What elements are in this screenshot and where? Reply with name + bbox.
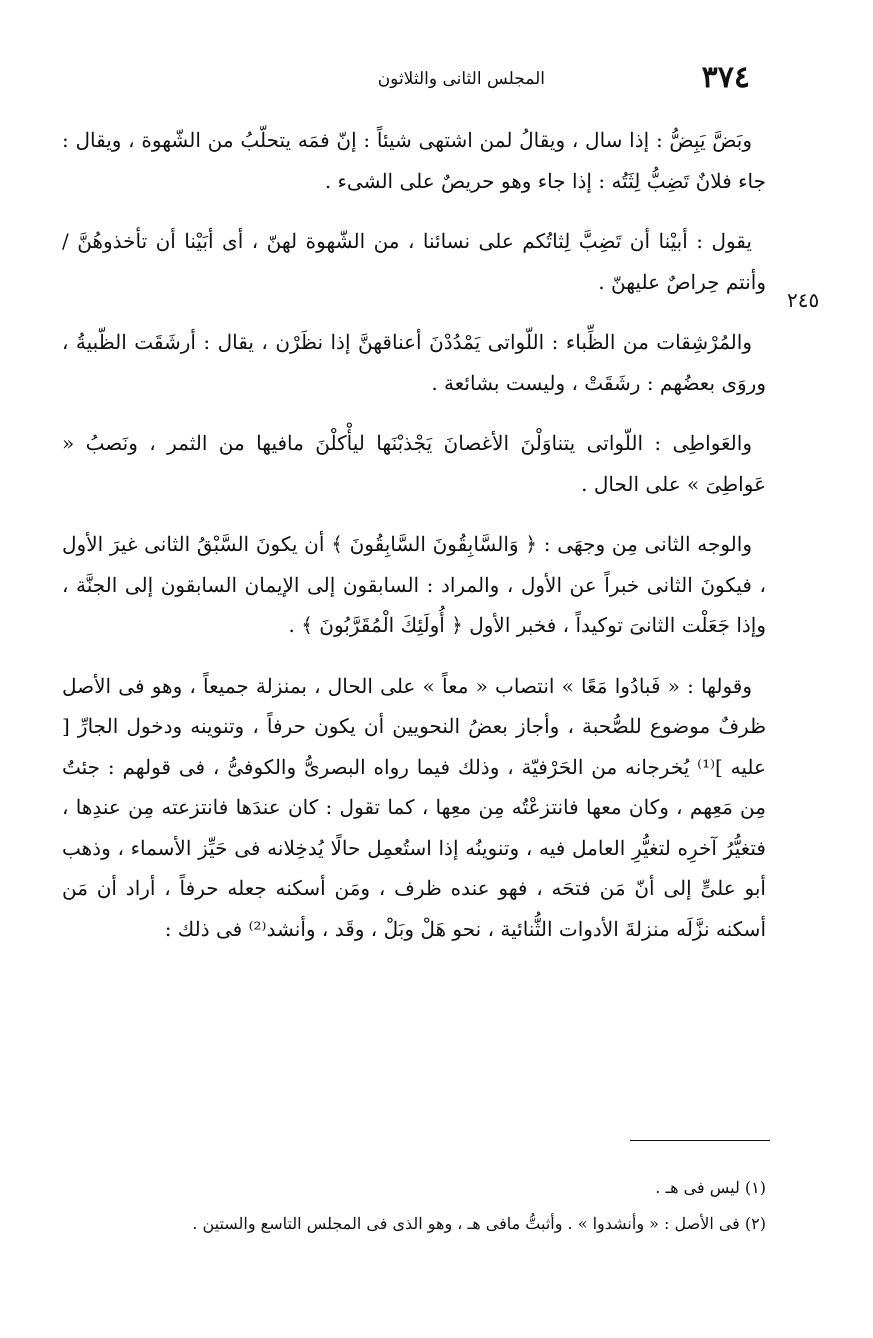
page-number: ٣٧٤ xyxy=(701,60,750,95)
main-text xyxy=(62,120,766,969)
paragraph-6: وقولها : « فَبادُوا مَعًا » انتصاب « معاً » على الحال ، بمنزلة جميعاً ، وهو فى الأصل ظرفٌ موضوع للصُّحبة ، وأجاز بعضُ النحويين أن يكون حرفاً ، وتنوينه ودخول الجارِّ [ عليه ]⁽¹⁾ يُخرجانه من الحَرْفيّة ، وذلك فيما رواه البصرىُّ والكوفىُّ ، فى قولهم : جئتُ مِن مَعِهم ، وكان معها فانتزعْتُه مِن معِها ، كما تقول : كان عندَها فانتزعته مِن عندِها ، فتغيُّرُ آخرِه لتغيُّرِ العامل فيه ، وتنوينُه إذا استُعمِل حالًا يُدخِلانه فى حَيِّز الأسماء ، وذهب أبو علىٍّ إلى أنّ مَن فتحَه ، فهو عنده ظرف ، ومَن أسكنه جعله حرفاً ، أراد أن مَن أسكنه نزَّلَه منزلةَ الأدوات الثُّنائية ، نحو هَلْ وبَلْ ، وقَد ، وأنشد⁽²⁾ فى ذلك : xyxy=(62,673,766,941)
page-header xyxy=(330,58,750,98)
footnote-2: (٢) فى الأصل : « وأنشدوا » . وأثبتُّ مافى هـ ، وهو الذى فى المجلس التاسع والستين . xyxy=(192,1214,766,1233)
paragraph-1: وبَضَّ يَبِضُّ : إذا سال ، ويقالُ لمن اشتهى شيئاً : إنّ فمَه يتحلّبُ من الشّهوة ، ويقال : جاء فلانٌ تَضِبُّ لِثَتُه : إذا جاء وهو حريصٌ على الشىء . xyxy=(62,128,766,193)
paragraph-5: والوجه الثانى مِن وجهَى : ﴿ وَالسَّابِقُونَ السَّابِقُونَ ﴾ أن يكونَ السَّبْقُ الثانى غيرَ الأول ، فيكونَ الثانى خبراً عن الأول ، والمراد : السابقون إلى الإيمان السابقون إلى الجنَّة ، وإذا جَعَلْت الثانىَ توكيداً ، فخبر الأول ﴿ أُولَئِكَ الْمُقَرَّبُونَ ﴾ . xyxy=(62,532,766,637)
footnotes xyxy=(62,1170,766,1242)
footnote-separator xyxy=(630,1140,770,1141)
footnote-1: (١) ليس فى هـ . xyxy=(655,1178,766,1197)
paragraph-4: والعَواطِى : اللّواتى يتناوَلْنَ الأغصانَ يَجْذبْنَها ليأْكلْنَ مافيها من الثمر ، ونَصبُ « عَواطِىَ » على الحال . xyxy=(62,431,766,496)
margin-page-reference: ٢٤٥ xyxy=(787,288,820,312)
running-title: المجلس الثانى والثلاثون xyxy=(377,69,545,89)
paragraph-2: يقول : أبيْنا أن تَضِبَّ لِثاتُكم على نسائنا ، من الشّهوة لهنّ ، أى أبَيْنا أن تأخذوهُنَّ / وأنتم حِراصٌ عليهنّ . xyxy=(62,229,766,294)
paragraph-3: والمُرْشِقات من الظِّباء : اللّواتى يَمْدُدْنَ أعناقهنَّ إذا نظَرْن ، يقال : أرشَقَت الظّبيةُ ، وروَى بعضُهم : رشَقَتْ ، وليست بشائعة . xyxy=(62,330,766,395)
